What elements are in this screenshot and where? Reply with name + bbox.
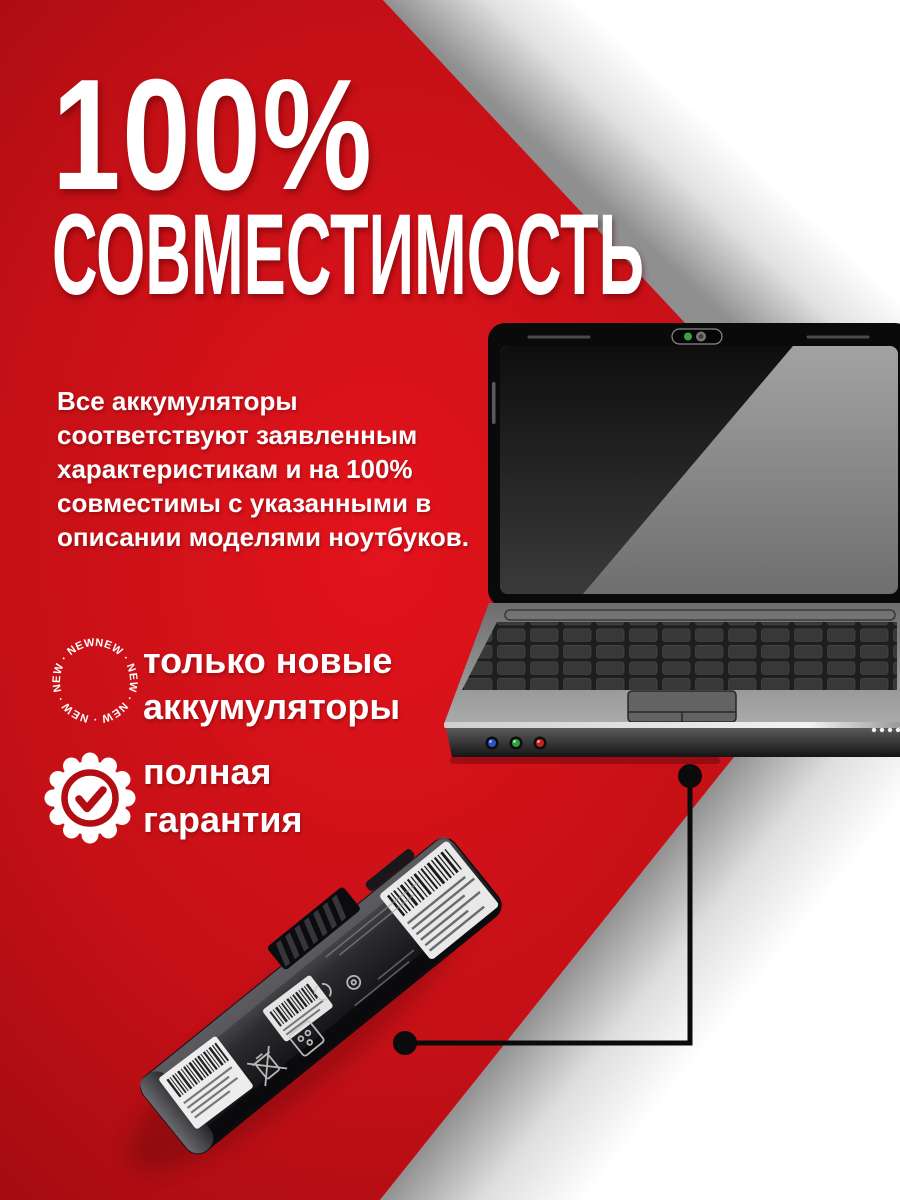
keyboard-sheen	[462, 622, 897, 690]
port-red-icon	[536, 739, 544, 747]
description-line: описании моделями ноутбуков.	[57, 522, 469, 552]
feature-label-line: аккумуляторы	[143, 686, 401, 727]
description-line: совместимы с указанными в	[57, 488, 432, 518]
webcam-icon	[672, 329, 722, 344]
laptop-illustration	[444, 323, 900, 764]
feature-label-line: только новые	[143, 640, 393, 681]
feature-label-line: гарантия	[143, 799, 303, 840]
webcam-led-green	[684, 333, 692, 341]
front-edge-highlight	[444, 722, 900, 728]
audio-ports	[486, 737, 547, 750]
description-text	[57, 384, 469, 554]
warranty-seal-check-icon	[42, 750, 138, 846]
new-stamp-icon	[45, 631, 145, 731]
screen-latch	[492, 382, 496, 424]
feature-only-new	[143, 638, 400, 730]
port-green-icon	[512, 739, 520, 747]
connector-dot-battery	[394, 1032, 417, 1055]
connector-dot-laptop	[679, 765, 702, 788]
laptop-drop-shadow	[450, 757, 720, 764]
headline-percent: 100%	[52, 47, 374, 223]
description-line: Все аккумуляторы	[57, 386, 298, 416]
headline-compatibility: СОВМЕСТИМОСТЬ	[52, 191, 645, 319]
feature-label-line: полная	[143, 751, 272, 792]
new-stamp-text: NEW · NEW · NEW · NEW · NEW · NEW ·	[50, 636, 140, 726]
description-line: характеристикам и на 100%	[57, 454, 413, 484]
description-line: соответствуют заявленным	[57, 420, 418, 450]
port-blue-icon	[488, 739, 496, 747]
laptop-touchpad	[628, 691, 736, 722]
svg-text:NEW · NEW · NEW · NEW · NEW ·	[51, 637, 139, 725]
feature-full-warranty	[143, 748, 303, 844]
